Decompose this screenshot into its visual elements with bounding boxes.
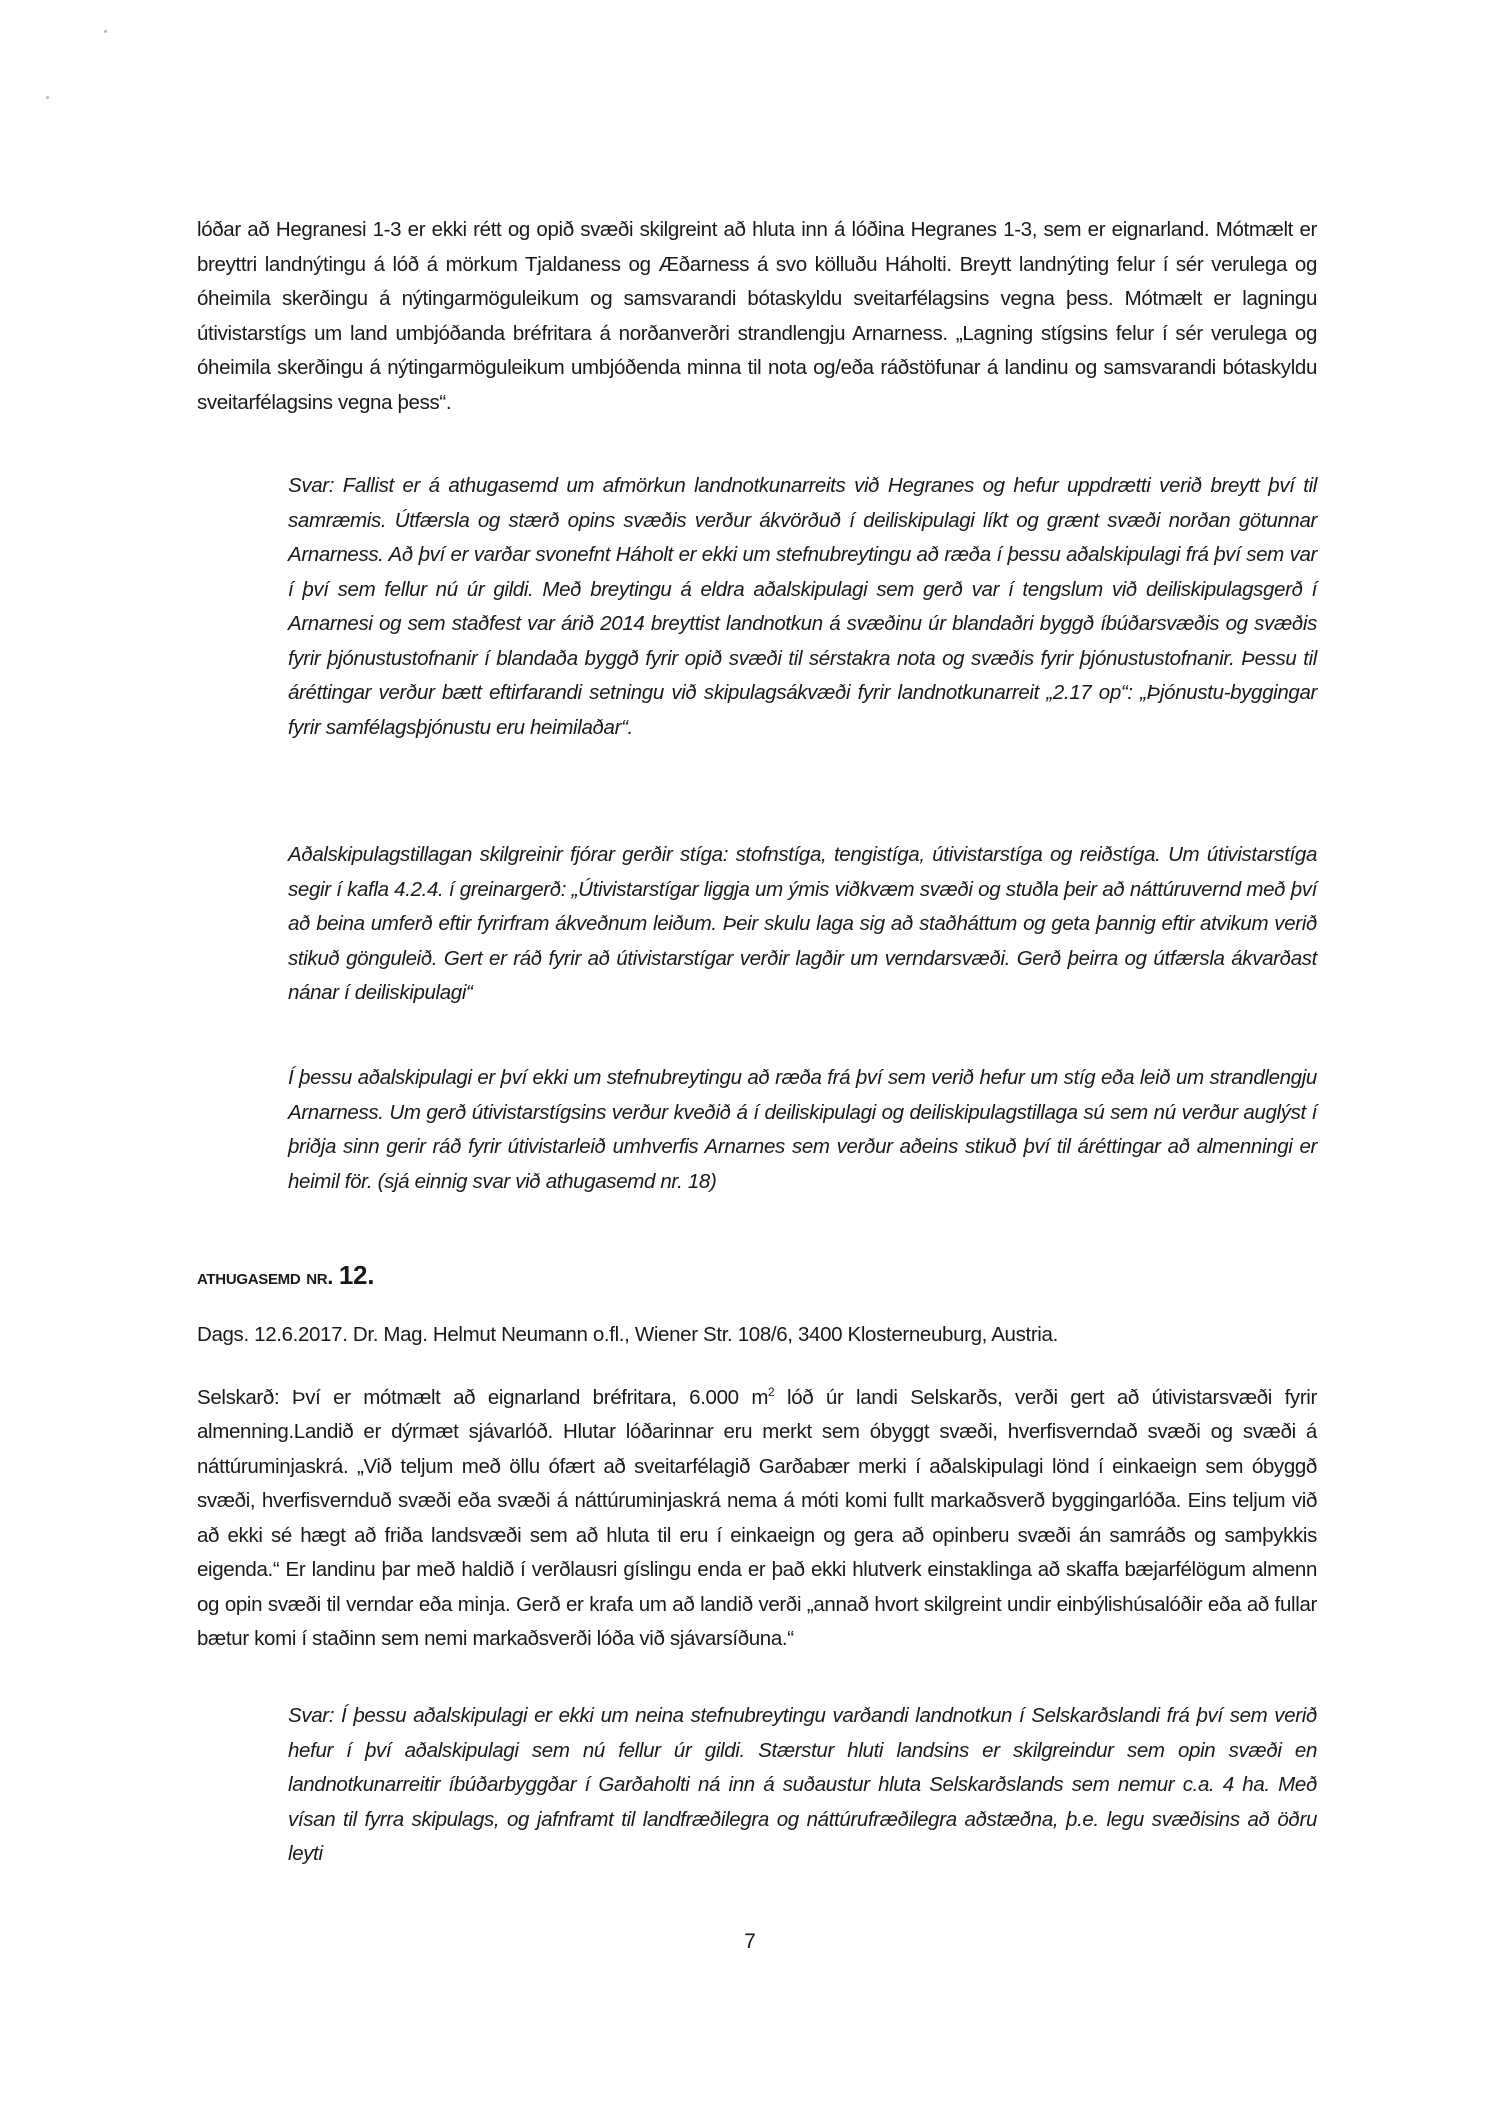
date-sender-line: Dags. 12.6.2017. Dr. Mag. Helmut Neumann o.fl., Wiener Str. 108/6, 3400 Klosterneuburg, Austria. [197, 1323, 1058, 1346]
section-heading [197, 1260, 374, 1291]
scan-mark [46, 96, 49, 99]
scan-mark [104, 30, 107, 33]
objection-text-rest: lóð úr landi Selskarðs, verði gert að útivistarsvæði fyrir almenning.Landið er dýrmæt sjávarlóð. Hlutar lóðarinnar eru merkt sem óbyggt svæði, hverfisverndað svæði og svæði á náttúruminjaskrá. „Við teljum með öllu ófært að sveitarfélagið Garðabær merki í aðalskipulagi lönd í einkaeign sem óbyggð svæði, hverfisvernduð svæði eða svæði á náttúruminjaskrá nema á móti komi fullt markaðsverð byggingarlóða. Eins teljum við að ekki sé hægt að friða landsvæði sem að hluta til eru í einkaeign og gera að opinberu svæði án samráðs og samþykkis eigenda.“ Er landinu þar með haldið í verðlausri gíslingu enda er það ekki hlutverk einstaklinga að skaffa bæjarfélögum almenn og opin svæði til verndar eða minja. Gerð er krafa um að landið verði „annað hvort skilgreint undir einbýlishúsalóðir eða að fullar bætur komi í staðinn sem nemi markaðsverði lóða við sjávarsíðuna.“ [197, 1385, 1317, 1651]
heading-number: 12. [338, 1260, 375, 1290]
objection-text-start: Selskarð: Því er mótmælt að eignarland bréfritara, 6.000 m [197, 1385, 769, 1409]
superscript: 2 [768, 1385, 775, 1399]
answer-paragraph-coastline: Í þessu aðalskipulagi er því ekki um stefnubreytingu að ræða frá því sem verið hefur um stíg eða leið um strandlengju Arnarness. Um gerð útivistarstígsins verður kveðið á í deiliskipulagi og deiliskipulagstillaga sú sem nú verður auglýst í þriðja sinn gerir ráð fyrir útivistarleið umhverfis Arnarnes sem verður aðeins stikuð því til áréttingar að almenningi er heimil för. (sjá einnig svar við athugasemd nr. 18) [288, 1066, 1317, 1193]
heading-prefix: athugasemd nr. [197, 1264, 334, 1289]
answer-paragraph-paths: Aðalskipulagstillagan skilgreinir fjórar gerðir stíga: stofnstíga, tengistíga, útivistarstíga og reiðstíga. Um útivistarstíga segir í kafla 4.2.4. í greinargerð: „Útivistarstígar liggja um ýmis viðkvæm svæði og stuðla þeir að náttúruvernd með því að beina umferð eftir fyrirfram ákveðnum leiðum. Þeir skulu laga sig að staðháttum og geta þannig eftir atvikum verið stikuð gönguleið. Gert er ráð fyrir að útivistarstígar verðir lagðir um verndarsvæði. Gerð þeirra og útfærsla ákvarðast nánar í deiliskipulagi“ [288, 843, 1317, 1004]
page-number: 7 [744, 1930, 756, 1953]
answer-paragraph-selskard: Svar: Í þessu aðalskipulagi er ekki um neina stefnubreytingu varðandi landnotkun í Selskarðslandi frá því sem verið hefur í því aðalskipulagi sem nú fellur úr gildi. Stærstur hluti landsins er skilgreindur sem opin svæði en landnotkunarreitir íbúðarbyggðar í Garðaholti ná inn á suðaustur hluta Selskarðslands sem nemur c.a. 4 ha. Með vísan til fyrra skipulags, og jafnframt til landfræðilegra og náttúrufræðilegra aðstæðna, þ.e. legu svæðisins að öðru leyti [288, 1704, 1317, 1865]
answer-paragraph: Svar: Fallist er á athugasemd um afmörkun landnotkunarreits við Hegranes og hefur uppdrætti verið breytt því til samræmis. Útfærsla og stærð opins svæðis verður ákvörðuð í deiliskipulagi líkt og grænt svæði norðan götunnar Arnarness. Að því er varðar svonefnt Háholt er ekki um stefnubreytingu að ræða í þessu aðalskipulagi frá því sem var í því sem fellur nú úr gildi. Með breytingu á eldra aðalskipulagi sem gerð var í tengslum við deiliskipulagsgerð í Arnarnesi og sem staðfest var árið 2014 breyttist landnotkun á svæðinu úr blandaðri byggð íbúðarsvæðis og svæðis fyrir þjónustustofnanir í blandaða byggð fyrir opið svæði til sérstakra nota og svæðis fyrir þjónustustofnanir. Þessu til áréttingar verður bætt eftirfarandi setningu við skipulagsákvæði fyrir landnotkunarreit „2.17 op“: „Þjónustu-byggingar fyrir samfélagsþjónustu eru heimilaðar“. [288, 474, 1317, 739]
objection-paragraph [197, 1375, 1317, 1657]
paragraph-objection-continued: lóðar að Hegranesi 1-3 er ekki rétt og opið svæði skilgreint að hluta inn á lóðina Hegranes 1-3, sem er eignarland. Mótmælt er breyttri landnýtingu á lóð á mörkum Tjaldaness og Æðarness á svo kölluðu Háholti. Breytt landnýting felur í sér verulega og óheimila skerðingu á nýtingarmöguleikum og samsvarandi bótaskyldu sveitarfélagsins vegna þess. Mótmælt er lagningu útivistarstígs um land umbjóðanda bréfritara á norðanverðri strandlengju Arnarness. „Lagning stígsins felur í sér verulega og óheimila skerðingu á nýtingarmöguleikum umbjóðenda minna til nota og/eða ráðstöfunar á landinu og samsvarandi bótaskyldu sveitarfélagsins vegna þess“. [197, 218, 1317, 414]
